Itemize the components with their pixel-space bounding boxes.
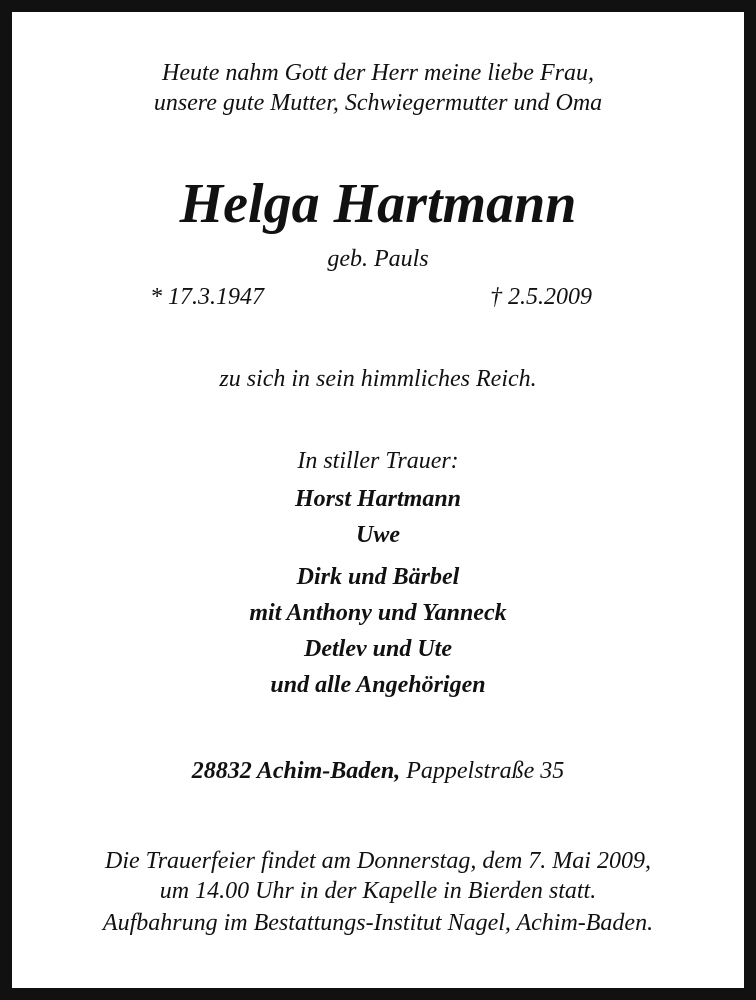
service-line-2: um 14.00 Uhr in der Kapelle in Bierden statt. <box>159 878 597 904</box>
service-line-1: Die Trauerfeier findet am Donnerstag, dem 7. Mai 2009, <box>105 848 651 874</box>
mourner-name: und alle Angehörigen <box>270 672 486 698</box>
mourning-heading: In stiller Trauer: <box>297 448 459 474</box>
mourner-name: Horst Hartmann <box>294 486 462 512</box>
mourner-name: Uwe <box>356 522 400 548</box>
intro-line-1: Heute nahm Gott der Herr meine liebe Frau, <box>162 60 594 86</box>
address-street: Pappelstraße 35 <box>406 758 565 784</box>
address-line <box>12 756 744 786</box>
birth-date: * 17.3.1947 <box>150 284 264 310</box>
maiden-name: geb. Pauls <box>327 246 429 272</box>
life-dates <box>12 282 744 312</box>
address-city: 28832 Achim-Baden, <box>191 758 401 784</box>
mourner-name: Dirk und Bärbel <box>296 564 460 590</box>
intro-line-2: unsere gute Mutter, Schwiegermutter und Oma <box>153 90 603 116</box>
reich-line: zu sich in sein himmliches Reich. <box>219 366 537 392</box>
deceased-name: Helga Hartmann <box>179 173 577 235</box>
death-date: † 2.5.2009 <box>490 284 592 310</box>
mourner-name: Detlev und Ute <box>304 636 452 662</box>
service-line-3: Aufbahrung im Bestattungs-Institut Nagel, Achim-Baden. <box>102 910 654 936</box>
mourner-name: mit Anthony und Yanneck <box>249 600 507 626</box>
